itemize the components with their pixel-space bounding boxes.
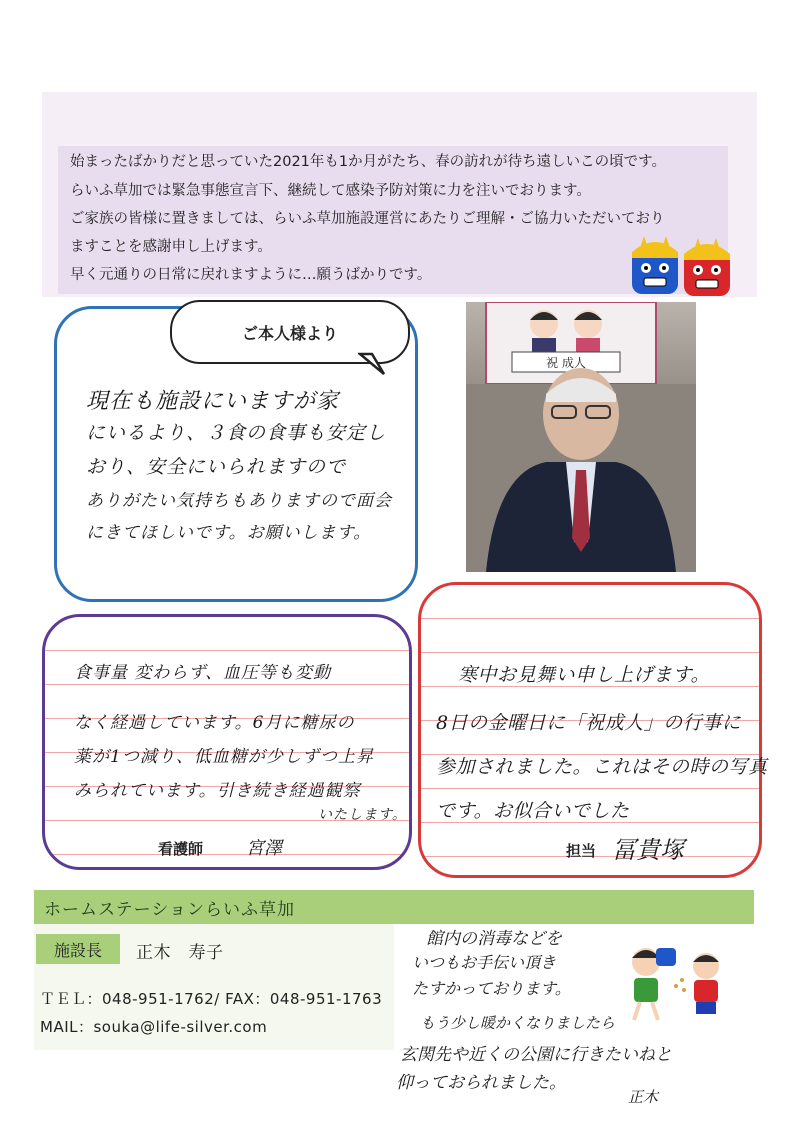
resident-bubble-title: ご本人様より xyxy=(241,323,338,343)
children-bean-throwing-illustration xyxy=(606,940,736,1022)
resident-message-line: にきてほしいです。お願いします。 xyxy=(86,523,372,543)
greeting-line: ますことを感謝申し上げます。 xyxy=(70,239,272,255)
tel-fax: ＴＥＬ：048-951-1762/ FAX：048-951-1763 xyxy=(40,990,383,1008)
greeting-line: 早く元通りの日常に戻れますように…願うばかりです。 xyxy=(70,267,432,283)
nurse-message-line: みられています。引き続き経過観察 xyxy=(74,781,361,801)
nurse-message-line: なく経過しています。6月に糖尿の xyxy=(74,713,355,733)
chief-note-line: 館内の消毒などを xyxy=(426,929,562,949)
staff-signature: 冨貴塚 xyxy=(612,836,684,864)
child-with-oni-mask-icon xyxy=(632,948,676,1020)
chief-note-line: 仰っておられました。 xyxy=(396,1073,566,1093)
nurse-message-line: いたします。 xyxy=(318,807,407,823)
chief-note-line: いつもお手伝い頂き xyxy=(412,953,557,972)
photo-sign-text: 祝 成人 xyxy=(546,356,586,370)
greeting-line: ご家族の皆様に置きましては、らいふ草加施設運営にあたりご理解・ご協力いただいており xyxy=(70,211,665,227)
resident-message-line: ありがたい気持ちもありますので面会 xyxy=(86,491,392,511)
staff-role-label: 担当 xyxy=(566,842,597,860)
resident-message-line: おり、安全にいられますので xyxy=(86,456,347,478)
chief-name: 正木 寿子 xyxy=(136,943,224,963)
nurse-signature: 宮澤 xyxy=(246,838,282,859)
resident-message-line: にいるより、３食の食事も安定し xyxy=(86,422,387,444)
staff-message-line: です。お似合いでした xyxy=(436,800,630,822)
facility-name: ホームステーションらいふ草加 xyxy=(44,899,295,920)
staff-message-line: 寒中お見舞い申し上げます。 xyxy=(458,664,710,686)
chief-note-line: もう少し暖かくなりましたら xyxy=(420,1014,616,1032)
bubble-tail-icon xyxy=(358,352,388,378)
email-address: MAIL：souka@life-silver.com xyxy=(40,1018,268,1036)
chief-note-signature: 正木 xyxy=(628,1088,659,1106)
facility-name-bar xyxy=(34,890,754,924)
staff-message-line: 参加されました。これはその時の写真 xyxy=(436,756,768,778)
blue-oni-icon xyxy=(632,236,678,294)
chief-note-line: 玄関先や近くの公園に行きたいねと xyxy=(400,1045,672,1065)
photo-illustration xyxy=(466,302,696,572)
chief-tag xyxy=(36,934,120,964)
resident-message-line: 現在も施設にいますが家 xyxy=(86,389,340,414)
nurse-role-label: 看護師 xyxy=(158,840,204,858)
red-oni-icon xyxy=(684,238,730,296)
staff-message-line: 8日の金曜日に「祝成人」の行事に xyxy=(436,712,742,734)
resident-photo xyxy=(466,302,696,572)
nurse-message-line: 薬が1つ減り、低血糖が少しずつ上昇 xyxy=(74,747,374,767)
nurse-message-line: 食事量 変わらず、血圧等も変動 xyxy=(74,663,332,683)
oni-masks-illustration xyxy=(624,234,736,300)
greeting-line: 始まったばかりだと思っていた2021年も1か月がたち、春の訪れが待ち遠しいこの頃です。 xyxy=(70,154,666,170)
chief-tag-label: 施設長 xyxy=(53,940,102,960)
chief-note-line: たすかっております。 xyxy=(412,979,571,998)
greeting-line: らいふ草加では緊急事態宣言下、継続して感染予防対策に力を注いでおります。 xyxy=(70,183,591,199)
child-throwing-beans-icon xyxy=(674,953,719,1014)
